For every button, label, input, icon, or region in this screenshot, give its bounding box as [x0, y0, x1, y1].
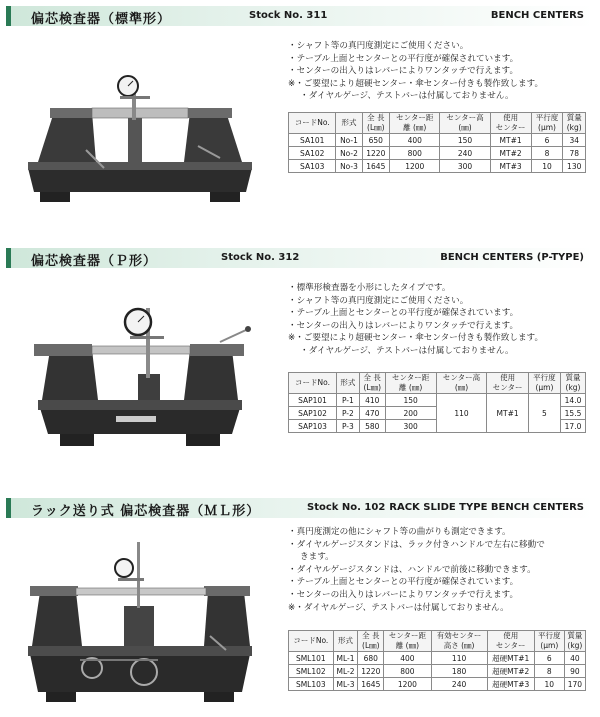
product-section-ml-type [0, 496, 600, 717]
table-cell: 400 [384, 652, 431, 665]
table-row [289, 678, 586, 691]
stock-number: Stock No. 311 [249, 10, 328, 21]
table-cell: 470 [359, 407, 385, 420]
stock-number: Stock No. 102 [307, 502, 386, 513]
table-cell: 17.0 [561, 420, 586, 433]
table-cell: SML102 [289, 665, 334, 678]
table-cell: 1645 [358, 678, 384, 691]
table-cell: 150 [440, 134, 490, 147]
bench-center-p-type-photo [20, 288, 260, 458]
table-cell: 1200 [390, 160, 440, 173]
table-cell: SA101 [289, 134, 336, 147]
table-cell: P-3 [337, 420, 360, 433]
table-cell: P-1 [337, 394, 360, 407]
table-cell: 6 [534, 652, 564, 665]
table-cell: 240 [431, 678, 487, 691]
table-cell: 1645 [362, 160, 390, 173]
table-header-row [289, 631, 586, 652]
column-header: 質量 (kg) [563, 113, 586, 134]
column-header: 全 長 (L㎜) [362, 113, 390, 134]
table-cell: 680 [358, 652, 384, 665]
product-section-standard [0, 0, 600, 240]
column-header: コードNo. [289, 631, 334, 652]
feature-item: ・標準形検査器を小形にしたタイプです。 [288, 283, 451, 293]
column-header: 有効センター 高さ (㎜) [431, 631, 487, 652]
section-header [6, 6, 594, 26]
feature-item: ・真円度測定の他にシャフト等の曲がりも測定できます。 [288, 527, 511, 537]
column-header: 質量 (kg) [564, 631, 585, 652]
feature-item: ・テーブル上面とセンターとの平行度が確保されています。 [288, 577, 519, 588]
table-cell: 400 [390, 134, 440, 147]
table-cell: 300 [385, 420, 436, 433]
column-header: 平行度 (μm) [528, 373, 560, 394]
spec-table [288, 372, 586, 433]
table-cell: 34 [563, 134, 586, 147]
table-cell: 6 [531, 134, 563, 147]
table-cell: 10 [534, 678, 564, 691]
table-cell: 超硬MT#3 [487, 678, 534, 691]
section-header [6, 248, 594, 268]
table-header-row [289, 373, 586, 394]
english-title: RACK SLIDE TYPE BENCH CENTERS [389, 502, 584, 513]
feature-item: ・テーブル上面とセンターとの平行度が確保されています。 [288, 308, 519, 319]
table-cell: 8 [531, 147, 563, 160]
table-cell: 超硬MT#1 [487, 652, 534, 665]
table-cell: 130 [563, 160, 586, 173]
column-header: センター距 離 (㎜) [390, 113, 440, 134]
feature-list [288, 526, 545, 614]
column-header: 平行度 (μm) [531, 113, 563, 134]
table-cell: ML-2 [333, 665, 358, 678]
feature-list [288, 40, 543, 103]
column-header: 使用 センター [487, 631, 534, 652]
table-row [289, 160, 586, 173]
table-cell: MT#1 [490, 134, 531, 147]
table-cell: 1220 [362, 147, 390, 160]
table-cell: 14.0 [561, 394, 586, 407]
table-cell: MT#2 [490, 147, 531, 160]
table-cell-merged: MT#1 [487, 394, 528, 433]
feature-note: ※・ご要望により超硬センター・傘センター付きも製作致します。 [288, 333, 544, 344]
table-cell: No-1 [336, 134, 362, 147]
column-header: 平行度 (μm) [534, 631, 564, 652]
spec-table [288, 112, 586, 173]
feature-list [288, 282, 543, 358]
column-header: 形式 [337, 373, 360, 394]
column-header: 使用 センター [487, 373, 528, 394]
feature-item: ・シャフト等の真円度測定にご使用ください。 [288, 295, 469, 306]
feature-note: ※・ダイヤルゲージ、テストバーは付属しておりません。 [288, 602, 509, 613]
table-cell: SAP103 [289, 420, 337, 433]
table-cell: SML101 [289, 652, 334, 665]
table-cell: 15.5 [561, 407, 586, 420]
table-cell: 170 [564, 678, 585, 691]
feature-item: ・テーブル上面とセンターとの平行度が確保されています。 [288, 53, 519, 64]
table-header-row [289, 113, 586, 134]
table-cell: SA102 [289, 147, 336, 160]
feature-item: きます。 [300, 552, 334, 563]
column-header: 使用 センター [490, 113, 531, 134]
table-cell: SAP102 [289, 407, 337, 420]
column-header: センター距 離 (㎜) [385, 373, 436, 394]
spec-table [288, 630, 586, 691]
table-cell: 800 [390, 147, 440, 160]
feature-item: ・センターの出入りはレバーによりワンタッチで行えます。 [288, 320, 519, 331]
section-title: 偏芯検査器（Ｐ形） [31, 254, 158, 269]
column-header: 質量 (kg) [561, 373, 586, 394]
feature-item: ・シャフト等の真円度測定にご使用ください。 [288, 41, 469, 51]
table-cell: 40 [564, 652, 585, 665]
column-header: 形式 [333, 631, 358, 652]
table-cell: 8 [534, 665, 564, 678]
table-cell: 180 [431, 665, 487, 678]
table-row [289, 652, 586, 665]
section-header [6, 498, 594, 518]
feature-item: ・ダイヤルゲージ、テストバーは付属しておりません。 [300, 345, 514, 356]
section-title: ラック送り式 偏芯検査器（ＭＬ形） [31, 504, 261, 519]
table-row [289, 134, 586, 147]
english-title: BENCH CENTERS (P-TYPE) [440, 252, 584, 263]
feature-item: ・センターの出入りはレバーによりワンタッチで行えます。 [288, 66, 519, 77]
table-cell: 300 [440, 160, 490, 173]
table-row [289, 394, 586, 407]
table-cell-merged: 110 [436, 394, 487, 433]
table-cell: No-2 [336, 147, 362, 160]
table-cell: 200 [385, 407, 436, 420]
table-cell: No-3 [336, 160, 362, 173]
column-header: コードNo. [289, 113, 336, 134]
table-cell: 580 [359, 420, 385, 433]
table-cell: ML-1 [333, 652, 358, 665]
feature-note: ※・ご要望により超硬センター・傘センター付きも製作致します。 [288, 78, 544, 89]
table-row [289, 665, 586, 678]
table-cell: 1200 [384, 678, 431, 691]
bench-center-standard-photo [20, 50, 260, 210]
table-cell: 240 [440, 147, 490, 160]
table-cell: SAP101 [289, 394, 337, 407]
table-cell: 110 [431, 652, 487, 665]
english-title: BENCH CENTERS [490, 10, 584, 21]
column-header: センター高 (㎜) [440, 113, 490, 134]
table-cell: SA103 [289, 160, 336, 173]
table-cell: 150 [385, 394, 436, 407]
section-title: 偏芯検査器（標準形） [31, 12, 172, 27]
table-cell: P-2 [337, 407, 360, 420]
table-cell-merged: 5 [528, 394, 560, 433]
table-cell: 650 [362, 134, 390, 147]
table-cell: SML103 [289, 678, 334, 691]
bench-center-ml-type-photo [20, 542, 260, 712]
column-header: 全 長 (L㎜) [358, 631, 384, 652]
column-header: センター高 (㎜) [436, 373, 487, 394]
column-header: 全 長 (L㎜) [359, 373, 385, 394]
column-header: 形式 [336, 113, 362, 134]
table-cell: ML-3 [333, 678, 358, 691]
table-cell: 1220 [358, 665, 384, 678]
feature-item: ・ダイヤルゲージ、テストバーは付属しておりません。 [300, 91, 514, 102]
feature-item: ・センターの出入りはレバーによりワンタッチで行えます。 [288, 589, 519, 600]
column-header: コードNo. [289, 373, 337, 394]
table-cell: 90 [564, 665, 585, 678]
table-cell: 10 [531, 160, 563, 173]
table-cell: 800 [384, 665, 431, 678]
table-cell: MT#3 [490, 160, 531, 173]
product-section-p-type [0, 248, 600, 480]
table-cell: 超硬MT#2 [487, 665, 534, 678]
table-cell: 78 [563, 147, 586, 160]
table-row [289, 147, 586, 160]
feature-item: ・ダイヤルゲージスタンドは、ラック付きハンドルで左右に移動で [288, 539, 545, 550]
table-cell: 410 [359, 394, 385, 407]
feature-item: ・ダイヤルゲージスタンドは、ハンドルで前後に移動できます。 [288, 564, 536, 575]
stock-number: Stock No. 312 [221, 252, 300, 263]
column-header: センター距 離 (㎜) [384, 631, 431, 652]
